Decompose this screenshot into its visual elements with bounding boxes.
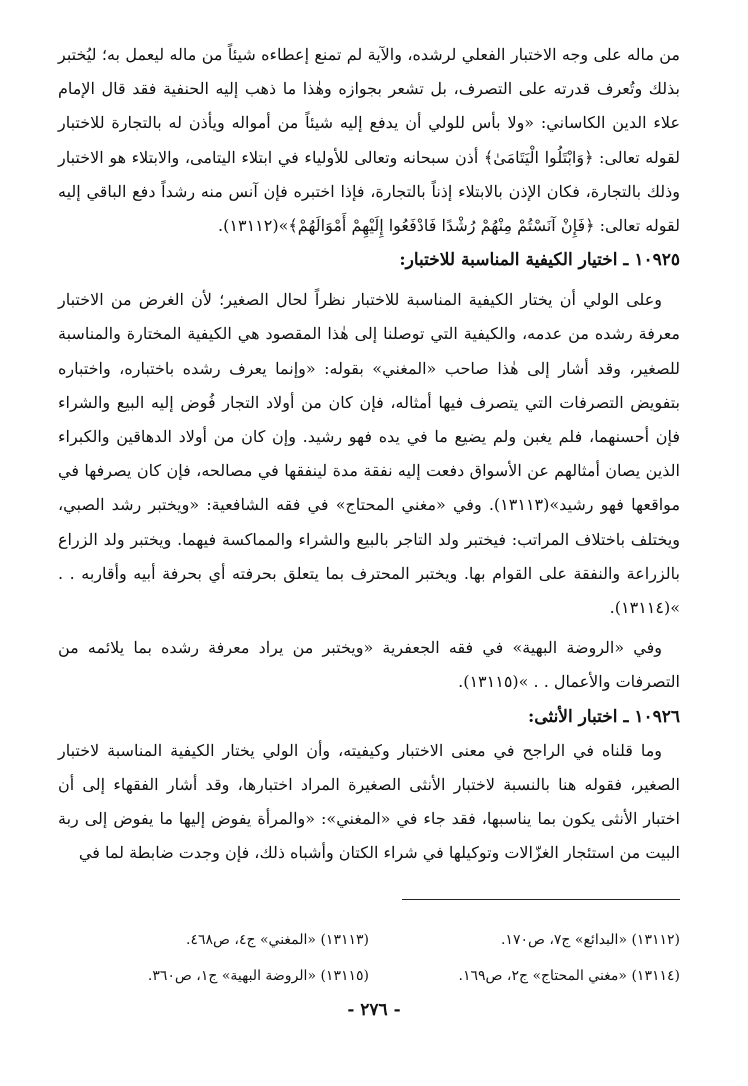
- footnote-13114: (١٣١١٤) «مغني المحتاج» ج٢، ص١٦٩.: [458, 968, 680, 984]
- paragraph-jafariya: وفي «الروضة البهية» في فقه الجعفرية «ويختبر من يراد معرفة رشده بما يلائمه من التصرفات والأعمال . . »(١٣١١٥).: [58, 638, 680, 692]
- paragraph-method-choice: وعلى الولي أن يختار الكيفية المناسبة للاختبار نظراً لحال الصغير؛ لأن الغرض من الاختبار معرفة رشده من عدمه، والكيفية التي توصلنا إلى هٰذا المقصود هي الكيفية المختارة والمناسبة للصغير، وقد أشار إلى هٰذا صاحب «المغني» بقوله: «وإنما يعرف رشده باختباره، واختباره بتفويض التصرفات التي يتصرف فيها أمثاله، فإن كان من أولاد التجار فُوض إليه البيع والشراء فإن أحسنهما، فلم يغبن ولم يضيع ما في يده فهو رشيد. وإن كان من أولاد الدهاقين والكبراء الذين يصان أمثالهم عن الأسواق دفعت إليه نفقة مدة لينفقها في مصالحه، فإن كان يصرفها في مواقعها فهو رشيد»(١٣١١٣). وفي «مغني المحتاج» في فقه الشافعية: «ويختبر رشد الصبي، ويختلف باختلاف المراتب: فيختبر ولد التاجر بالبيع والشراء والمماكسة فيهما. ويختبر ولد الزراع بالزراعة والنفقة على القوام بها. ويختبر المحترف بما يتعلق بحرفته أي بحرفة أبيه وأقاربه . . »(١٣١١٤).: [58, 290, 681, 618]
- section-heading-10926: ١٠٩٢٦ ـ اختبار الأنثى:: [528, 706, 680, 727]
- paragraph-female-test: وما قلناه في الراجح في معنى الاختبار وكيفيته، وأن الولي يختار الكيفية المناسبة لاختبار الصغير، فقوله هنا بالنسبة لاختبار الأنثى الصغيرة المراد اختبارها، وقد أشار الفقهاء إلى أن اختبار الأنثى يكون بما يناسبها، فقد جاء في «المغني»: «والمرأة يفوض إليها ما يفوض إلى ربة البيت من استئجار الغزّالات وتوكيلها في شراء الكتان وأشباه ذلك، فإن وجدت ضابطة لما في: [58, 740, 681, 863]
- paragraph-continuation: من ماله على وجه الاختبار الفعلي لرشده، والآية لم تمنع إعطاءه شيئاً من ماله ليعمل به؛ ليُختبر بذلك وتُعرف قدرته على التصرف، بل تشعر بجوازه وهٰذا ما ذهب إليه الحنفية فقد قال الإمام علاء الدين الكاساني: «ولا بأس للولي أن يدفع إليه شيئاً من أمواله ويأذن له بالتجارة للاختبار لقوله تعالى: ﴿وَابْتَلُوا الْيَتَامَىٰ﴾ أذن سبحانه وتعالى للأولياء في ابتلاء اليتامى، والابتلاء هو الاختبار وذلك بالتجارة، فكان الإذن بالابتلاء إذناً بالتجارة، فإذا اختبره فإن آنس منه رشداً دفع الباقي إليه لقوله تعالى: ﴿فَإِنْ آنَسْتُمْ مِنْهُمْ رُشْدًا فَادْفَعُوا إِلَيْهِمْ أَمْوَالَهُمْ﴾»(١٣١١٢).: [58, 45, 681, 236]
- footnote-13115: (١٣١١٥) «الروضة البهية» ج١، ص٣٦٠.: [147, 968, 369, 984]
- page-number: - ٢٧٦ -: [347, 1000, 401, 1020]
- section-heading-10925: ١٠٩٢٥ ـ اختيار الكيفية المناسبة للاختبار:: [399, 250, 680, 271]
- footnote-divider: [402, 899, 680, 900]
- footnote-13112: (١٣١١٢) «البدائع» ج٧، ص١٧٠.: [500, 932, 680, 948]
- footnote-13113: (١٣١١٣) «المغني» ج٤، ص٤٦٨.: [186, 932, 369, 948]
- footnotes: [58, 922, 680, 994]
